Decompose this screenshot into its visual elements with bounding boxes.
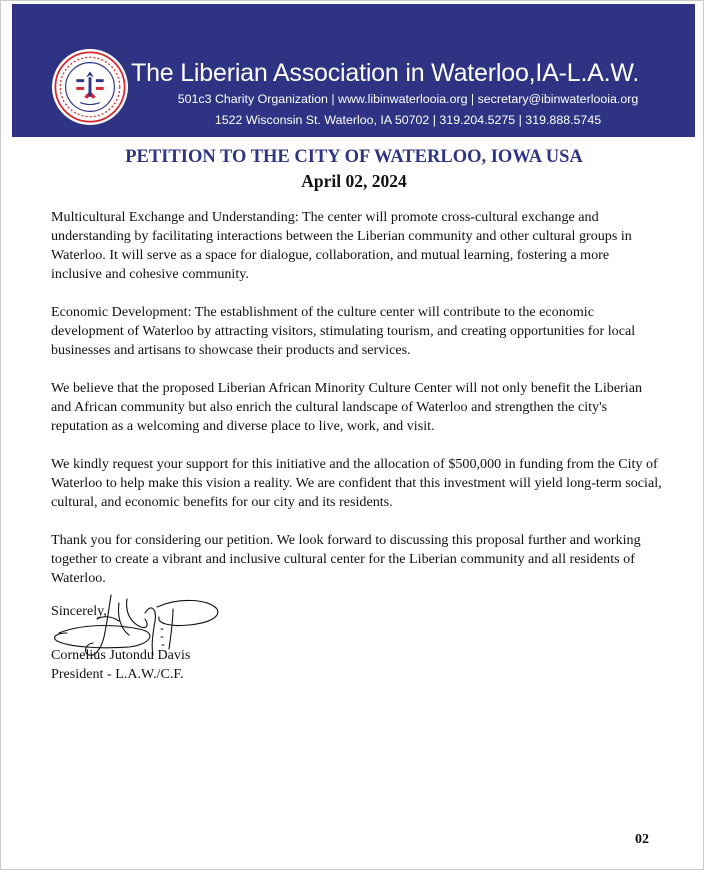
paragraph: We kindly request your support for this initiative and the allocation of $500,000 in funding from the City of Waterloo to help make this vision a reality. We are confident that this investment will yield long-term social, cultural, and economic benefits for our city and its residents. <box>51 456 662 510</box>
paragraph: Thank you for considering our petition. We look forward to discussing this proposal further and working together to create a vibrant and inclusive cultural center for the Liberian community and all residents of Waterloo. <box>51 532 641 586</box>
paragraph: Economic Development: The establishment of the culture center will contribute to the economic development of Waterloo by attracting visitors, stimulating tourism, and creating opportunities for local businesses and artisans to showcase their products and services. <box>51 304 636 358</box>
paragraph: We believe that the proposed Liberian African Minority Culture Center will not only benefit the Liberian and African community but also enrich the cultural landscape of Waterloo and strengthen the city's reputation as a welcoming and diverse place to live, work, and visit. <box>51 380 643 434</box>
letterhead-banner <box>12 4 695 137</box>
letter-body <box>51 208 663 607</box>
contact-line-web: 501c3 Charity Organization | www.libinwaterlooia.org | secretary@ibinwaterlooia.org <box>177 92 639 106</box>
organization-name: The Liberian Association in Waterloo,IA-L.A.W. <box>131 59 640 87</box>
paragraph: Multicultural Exchange and Understanding: The center will promote cross-cultural exchange and understanding by facilitating interactions between the Liberian community and other cultural groups in Waterloo. It will serve as a space for dialogue, collaboration, and mutual learning, fostering a more inclusive and cohesive community. <box>51 209 632 282</box>
signatory-role: President - L.A.W./C.F. <box>51 666 184 682</box>
signatory-name: Cornelius Jutondu Davis <box>51 647 191 663</box>
handwritten-signature <box>49 589 221 667</box>
contact-line-address: 1522 Wisconsin St. Waterloo, IA 50702 | 319.204.5275 | 319.888.5745 <box>214 113 602 127</box>
page-number: 02 <box>635 832 649 847</box>
salutation: Sincerely, <box>51 603 107 619</box>
document-date: April 02, 2024 <box>301 171 407 191</box>
organization-logo <box>51 48 129 126</box>
document-title: PETITION TO THE CITY OF WATERLOO, IOWA USA <box>125 147 583 167</box>
